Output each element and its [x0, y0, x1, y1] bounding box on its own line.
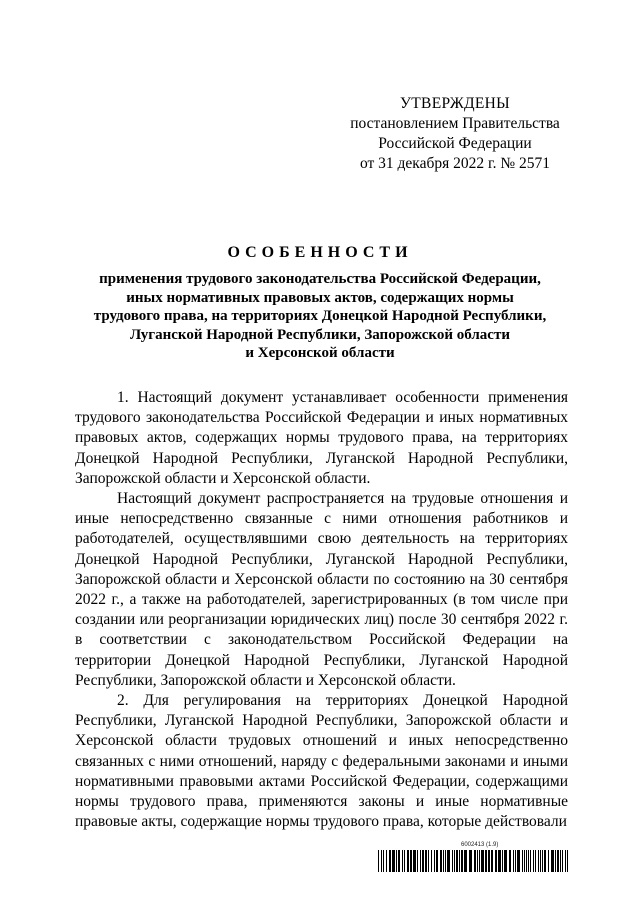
approval-heading: УТВЕРЖДЕНЫ [400, 95, 510, 112]
document-subtitle [75, 270, 565, 363]
document-title: ОСОБЕННОСТИ [227, 244, 413, 261]
paragraph: 2. Для регулирования на территориях Донецкой Народной Республики, Луганской Народной Республики, Запорожской области и Херсонской области трудовых отношений и иных непосредственно связанных с ними отношений, наряду с федеральными законами и иными нормативными правовыми актами Российской Федерации, содержащими нормы трудового права, применяются законы и иные нормативные правовые акты, содержащие нормы трудового права, которые действовали [75, 692, 568, 831]
approval-line-government: Российской Федерации [378, 135, 532, 152]
barcode-number: 6002413 (1.9) [461, 842, 499, 848]
document-body [75, 388, 568, 832]
subtitle-line: Луганской Народной Республики, Запорожской области [130, 326, 510, 343]
subtitle-line: применения трудового законодательства Российской Федерации, [99, 271, 541, 287]
barcode-icon [378, 850, 568, 872]
paragraph: 1. Настоящий документ устанавливает особенности применения трудового законодательства Российской Федерации и иных нормативных правовых актов, содержащих нормы трудового права, на территориях Донецкой Народной Республики, Луганской Народной Республики, Запорожской области и Херсонской области. [75, 389, 568, 487]
subtitle-line: трудового права, на территориях Донецкой Народной Республики, [93, 308, 547, 325]
approval-line-date-number: от 31 декабря 2022 г. № 2571 [359, 155, 551, 172]
subtitle-line: иных нормативных правовых актов, содержащих нормы [126, 289, 514, 306]
subtitle-line: и Херсонской области [245, 345, 395, 362]
approval-block [335, 94, 575, 174]
approval-line-decree: постановлением Правительства [350, 115, 560, 132]
paragraph: Настоящий документ распространяется на трудовые отношения и иные непосредственно связанные с ними отношения работников и работодателей, осуществлявшими свою деятельность на территориях Донецкой Народной Республики, Луганской Народной Республики, Запорожской области и Херсонской области по состоянию на 30 сентября 2022 г., а также на работодателей, зарегистрированных (в том числе при создании или реорганизации юридических лиц) после 30 сентября 2022 г. в соответствии с законодательством Российской Федерации на территории Донецкой Народной Республики, Луганской Народной Республики, Запорожской области и Херсонской области. [75, 490, 568, 689]
